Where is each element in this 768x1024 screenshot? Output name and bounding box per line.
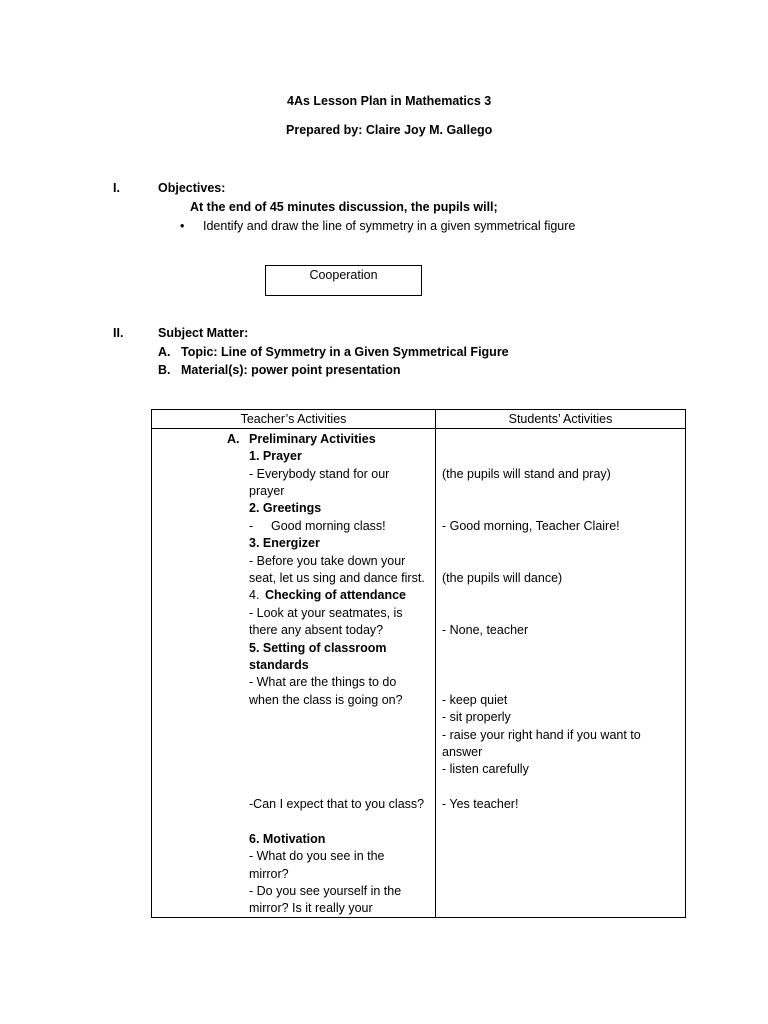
objectives-intro: At the end of 45 minutes discussion, the pupils will; [190,200,498,214]
energizer-line-1: - Before you take down your [249,554,406,568]
objectives-numeral: I. [113,181,120,195]
student-standard-3: - raise your right hand if you want to [442,728,641,742]
table-header-row [152,410,686,429]
student-prayer-response: (the pupils will stand and pray) [442,467,611,481]
motivation-heading: 6. Motivation [249,832,326,846]
standards-heading-1: 5. Setting of classroom [249,641,387,655]
topic-text: Topic: Line of Symmetry in a Given Symmetrical Figure [181,345,509,359]
standards-line-2: when the class is going on? [249,693,403,707]
energizer-heading: 3. Energizer [249,536,320,550]
objective-bullet: • [180,219,185,233]
prepared-by: Prepared by: Claire Joy M. Gallego [286,123,493,137]
prayer-line-2: prayer [249,484,285,498]
motivation-line-4: mirror? Is it really your [249,901,373,915]
value-box-text: Cooperation [309,268,378,282]
objective-item: Identify and draw the line of symmetry in a given symmetrical figure [203,219,576,233]
teacher-activities-header: Teacher’s Activities [152,410,436,429]
attendance-line-1: - Look at your seatmates, is [249,606,403,620]
activities-table [151,409,686,918]
student-attendance-response: - None, teacher [442,623,529,637]
prayer-line-1: - Everybody stand for our [249,467,390,481]
material-text: Material(s): power point presentation [181,363,401,377]
motivation-line-3: - Do you see yourself in the [249,884,402,898]
student-standard-1: - keep quiet [442,693,508,707]
teacher-activities-cell [152,429,436,918]
students-activities-header: Students’ Activities [436,410,686,429]
value-box [265,265,422,296]
material-letter: B. [158,363,171,377]
students-activities-cell [436,429,686,918]
expect-question: -Can I expect that to you class? [249,797,425,811]
attendance-line-2: there any absent today? [249,623,384,637]
objectives-heading: Objectives: [158,181,226,195]
energizer-line-2: seat, let us sing and dance first. [249,571,425,585]
section-heading: Preliminary Activities [249,432,376,446]
student-standard-2: - sit properly [442,710,511,724]
attendance-heading: Checking of attendance [265,588,406,602]
motivation-line-1: - What do you see in the [249,849,385,863]
student-dance-response: (the pupils will dance) [442,571,563,585]
greetings-heading: 2. Greetings [249,501,322,515]
student-standard-4: answer [442,745,483,759]
greetings-dash: - [249,519,254,533]
prayer-heading: 1. Prayer [249,449,302,463]
student-greeting-response: - Good morning, Teacher Claire! [442,519,620,533]
greetings-text: Good morning class! [271,519,386,533]
topic-letter: A. [158,345,171,359]
motivation-line-2: mirror? [249,867,289,881]
subject-heading: Subject Matter: [158,326,249,340]
student-standard-5: - listen carefully [442,762,529,776]
table-row [152,429,686,918]
student-expect-response: - Yes teacher! [442,797,519,811]
document-title: 4As Lesson Plan in Mathematics 3 [287,94,492,108]
standards-heading-2: standards [249,658,309,672]
subject-numeral: II. [113,326,124,340]
attendance-number: 4. [249,588,260,602]
standards-line-1: - What are the things to do [249,675,397,689]
section-letter: A. [227,432,240,446]
